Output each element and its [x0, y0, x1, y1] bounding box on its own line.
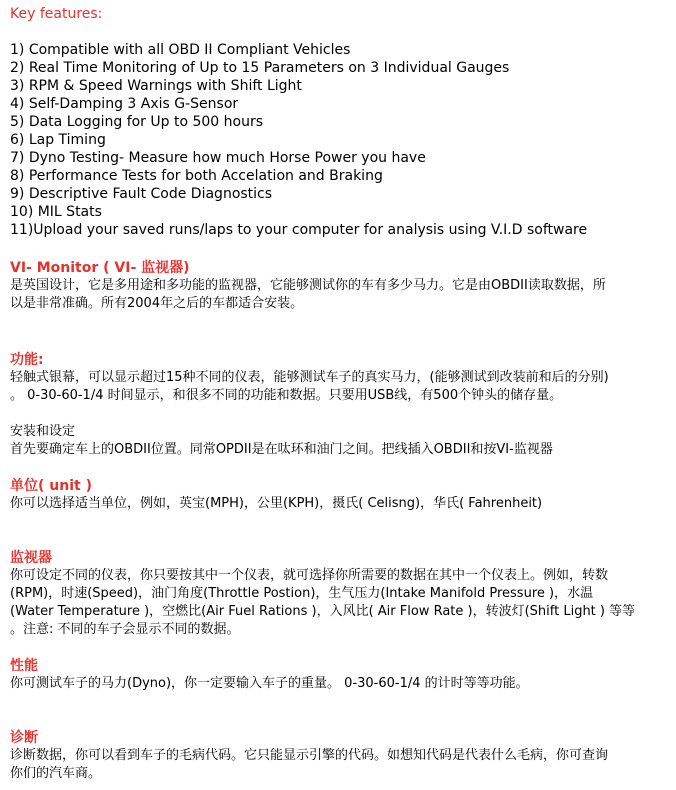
monitor-line: 以是非常准确。所有2004年之后的车都适合安装。: [10, 296, 304, 311]
key-features-title: Key features:: [10, 6, 103, 22]
diagnosis-line: 你们的汽车商。: [10, 766, 102, 781]
features-list: [10, 41, 670, 239]
feature-item: 7) Dyno Testing- Measure how much Horse Power you have: [10, 150, 426, 166]
functions-line: 。 0-30-60-1/4 时间显示，和很多不同的功能和数据。只要用USB线，有500个钟头的储存量。: [10, 388, 563, 403]
diagnosis-section: [10, 729, 670, 783]
diagnosis-title: 诊断: [10, 730, 38, 746]
feature-item: 6) Lap Timing: [10, 132, 106, 148]
unit-section: [10, 477, 670, 513]
diagnosis-line: 诊断数据，你可以看到车子的毛病代码。它只能显示引擎的代码。如想知代码是代表什么毛病，你可查询: [10, 748, 609, 763]
feature-item: 1) Compatible with all OBD II Compliant Vehicles: [10, 42, 351, 58]
gauges-line: 你可设定不同的仪表，你只要按其中一个仪表，就可选择你所需要的数据在其中一个仪表上。例如，转数: [10, 568, 609, 583]
monitor-title: VI- Monitor ( VI- 监视器): [10, 260, 190, 276]
install-section: [10, 423, 670, 459]
unit-title: 单位( unit ): [10, 478, 92, 494]
install-title: 安装和设定: [10, 424, 76, 439]
monitor-section: [10, 259, 670, 313]
document-page: [10, 5, 670, 783]
gauges-line: 。注意: 不同的车子会显示不同的数据。: [10, 622, 240, 637]
functions-title: 功能:: [10, 352, 44, 368]
functions-line: 轻触式银幕，可以显示超过15种不同的仪表，能够测试车子的真实马力，(能够测试到改装前和后的分别): [10, 370, 609, 385]
performance-title: 性能: [10, 658, 38, 674]
gauges-line: (Water Temperature )，空燃比(Air Fuel Rations )，入风比( Air Flow Rate )，转波灯(Shift Light ) 等等: [10, 604, 636, 619]
feature-item: 11)Upload your saved runs/laps to your computer for analysis using V.I.D software: [10, 222, 588, 238]
performance-line: 你可测试车子的马力(Dyno)，你一定要输入车子的重量。 0-30-60-1/4 的计时等等功能。: [10, 676, 529, 691]
monitor-line: 是英国设计，它是多用途和多功能的监视器，它能够测试你的车有多少马力。它是由OBDII读取数据，所: [10, 278, 606, 293]
gauges-title: 监视器: [10, 550, 52, 566]
feature-item: 10) MIL Stats: [10, 204, 102, 220]
gauges-section: [10, 549, 670, 639]
feature-item: 4) Self-Damping 3 Axis G-Sensor: [10, 96, 239, 112]
feature-item: 2) Real Time Monitoring of Up to 15 Parameters on 3 Individual Gauges: [10, 60, 510, 76]
key-features-section: [10, 5, 670, 239]
install-line: 首先要确定车上的OBDII位置。同常OPDII是在呔环和油门之间。把线插入OBDII和按VI-监视器: [10, 442, 553, 457]
feature-item: 9) Descriptive Fault Code Diagnostics: [10, 186, 273, 202]
gauges-line: (RPM)，时速(Speed)，油门角度(Throttle Postion)，生气压力(Intake Manifold Pressure )，水温: [10, 586, 594, 601]
functions-section: [10, 351, 670, 405]
unit-line: 你可以选择适当单位，例如，英宝(MPH)，公里(KPH)，摄氏( Celisng)，华氏( Fahrenheit): [10, 496, 543, 511]
performance-section: [10, 657, 670, 693]
feature-item: 8) Performance Tests for both Accelation and Braking: [10, 168, 383, 184]
feature-item: 3) RPM & Speed Warnings with Shift Light: [10, 78, 302, 94]
feature-item: 5) Data Logging for Up to 500 hours: [10, 114, 264, 130]
